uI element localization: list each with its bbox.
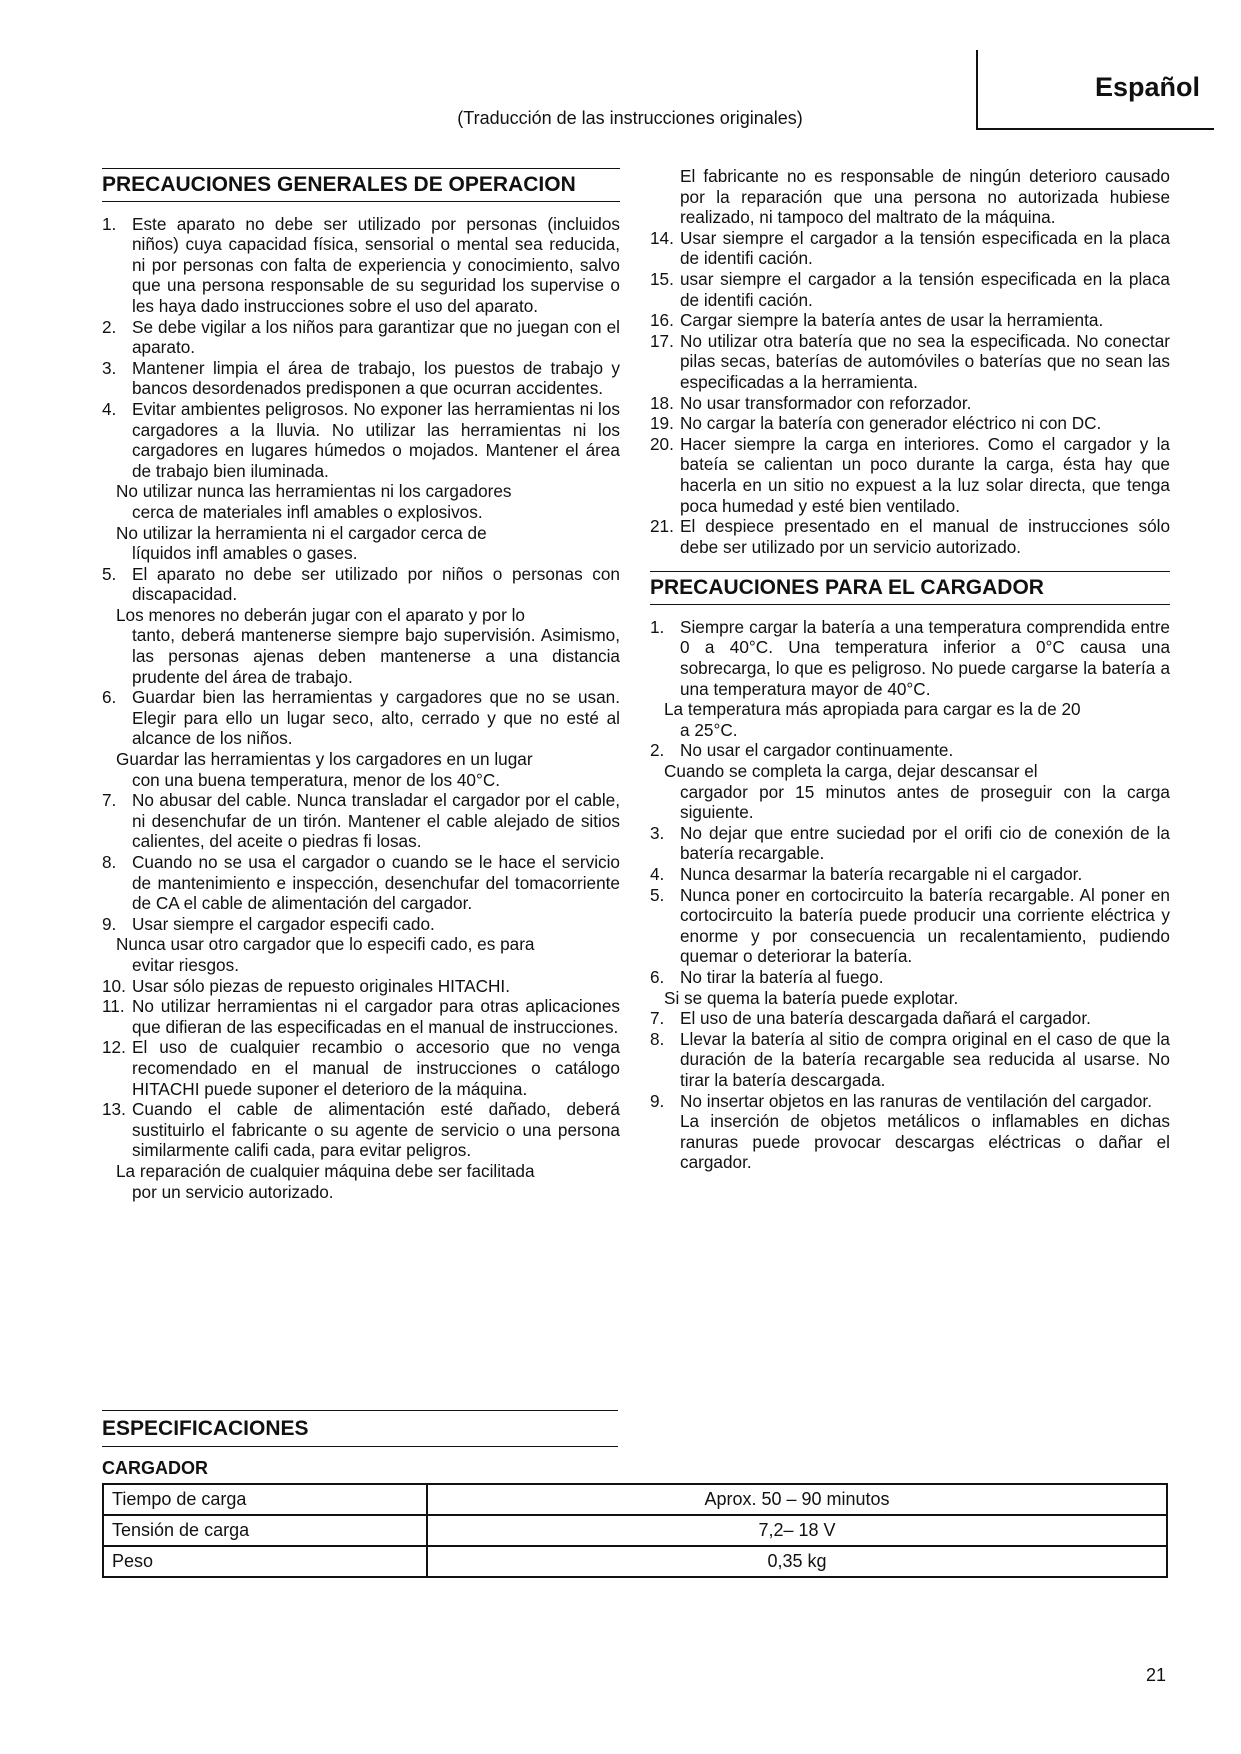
list-item xyxy=(650,740,1170,761)
general-precautions-column xyxy=(102,168,620,1202)
item-number: 18. xyxy=(650,392,674,413)
subtitle: (Traducción de las instrucciones originales) xyxy=(457,108,803,128)
general-precautions-list xyxy=(102,214,620,1203)
list-item xyxy=(650,413,1170,434)
item-number: 17. xyxy=(650,330,674,351)
note-first-line: La temperatura más apropiada para cargar es la de 20 xyxy=(664,699,1081,720)
item-text: Usar siempre el cargador a la tensión especificada en la placa de identifi cación. xyxy=(680,227,1170,269)
general-precautions-list-continued xyxy=(650,228,1170,558)
list-item xyxy=(650,885,1170,967)
table-row xyxy=(103,1515,1167,1546)
note-first-line: Cuando se completa la carga, dejar descansar el xyxy=(664,761,1038,782)
spec-label: Tensión de carga xyxy=(103,1515,427,1546)
list-item xyxy=(102,214,620,317)
item-text: No insertar objetos en las ranuras de ventilación del cargador. xyxy=(680,1090,1152,1111)
item-number: 6. xyxy=(650,966,665,987)
item-number: 1. xyxy=(650,616,665,637)
item-text: No utilizar herramientas ni el cargador para otras aplicaciones que difieran de las especificadas en el manual de instrucciones. xyxy=(132,996,620,1037)
item-number: 1. xyxy=(102,213,117,234)
item-text: No usar el cargador continuamente. xyxy=(680,740,954,761)
list-item xyxy=(102,564,620,605)
item-text: El uso de una batería descargada dañará el cargador. xyxy=(680,1008,1091,1029)
spec-value: 0,35 kg xyxy=(427,1546,1167,1577)
note-continuation: cargador por 15 minutos antes de proseguir con la carga siguiente. xyxy=(680,781,1170,823)
item-text: usar siempre el cargador a la tensión especificada en la placa de identifi cación. xyxy=(680,268,1170,310)
item-text: Se debe vigilar a los niños para garantizar que no juegan con el aparato. xyxy=(132,316,620,358)
item-number: 13. xyxy=(102,1099,126,1120)
note-continuation: por un servicio autorizado. xyxy=(132,1181,334,1202)
list-item xyxy=(650,228,1170,269)
list-item xyxy=(650,1008,1170,1029)
list-item xyxy=(102,1037,620,1099)
item-text: Cuando el cable de alimentación esté dañado, deberá sustituirlo el fabricante o su agente de servicio o una persona similarmente califi cada, para evitar peligros. xyxy=(132,1099,620,1161)
item-text: No cargar la batería con generador eléctrico ni con DC. xyxy=(680,413,1102,434)
item-text: Nunca desarmar la batería recargable ni el cargador. xyxy=(680,864,1083,884)
item-number: 16. xyxy=(650,310,674,331)
item-number: 8. xyxy=(102,852,117,872)
note-continuation: cerca de materiales infl amables o explosivos. xyxy=(132,501,483,522)
note-first-line: No utilizar nunca las herramientas ni los cargadores xyxy=(116,481,512,502)
charger-precautions-list xyxy=(650,617,1170,1173)
list-item xyxy=(650,434,1170,516)
item-number: 11. xyxy=(102,996,125,1017)
note-first-line: No utilizar la herramienta ni el cargador cerca de xyxy=(116,522,487,543)
list-item xyxy=(650,269,1170,310)
item-text: Guardar bien las herramientas y cargadores que no se usan. Elegir para ello un lugar seco, alto, cerrado y que no esté al alcance de los niños. xyxy=(132,687,620,749)
note-first-line: Si se quema la batería puede explotar. xyxy=(664,987,959,1008)
item-text: Usar siempre el cargador especifi cado. xyxy=(132,913,435,934)
item-text: No utilizar otra batería que no sea la especificada. No conectar pilas secas, baterías de automóviles o baterías que no sean las especificadas a la herramienta. xyxy=(680,330,1170,392)
item-text: Llevar la batería al sitio de compra original en el caso de que la duración de la batería recargable sea reducida al usarse. No tirar la batería descargada. xyxy=(680,1028,1170,1090)
note-paragraph xyxy=(102,523,620,564)
list-item xyxy=(650,617,1170,699)
item-number: 14. xyxy=(650,227,674,248)
list-item xyxy=(650,823,1170,864)
list-item xyxy=(650,310,1170,331)
item-text: Hacer siempre la carga en interiores. Como el cargador y la bateía se calientan un poco durante la carga, ésta hay que hacerla en un sitio no expuest a la luz solar directa, que tenga poca humedad y esté bien ventilado. xyxy=(680,433,1170,516)
right-column xyxy=(650,166,1170,1173)
item-number: 9. xyxy=(650,1090,665,1111)
item-text: Mantener limpia el área de trabajo, los puestos de trabajo y bancos desordenados predisponen a que ocurran accidentes. xyxy=(132,357,620,399)
item-number: 6. xyxy=(102,687,117,708)
item-text: El aparato no debe ser utilizado por niños o personas con discapacidad. xyxy=(132,563,620,605)
item-number: 3. xyxy=(650,822,665,843)
note-paragraph xyxy=(102,481,620,522)
note-paragraph xyxy=(102,1161,620,1202)
page-number: 21 xyxy=(1146,1665,1167,1685)
list-item xyxy=(650,1091,1170,1112)
list-item xyxy=(102,852,620,914)
item-number: 7. xyxy=(650,1008,665,1029)
list-item xyxy=(650,393,1170,414)
item-text: Siempre cargar la batería a una temperatura comprendida entre 0 a 40°C. Una temperatura inferior a 0°C causa una sobrecarga, lo que es peligroso. No puede cargarse la batería a una temperatura mayor de 40°C. xyxy=(680,616,1170,699)
list-item xyxy=(102,996,620,1037)
item-number: 7. xyxy=(102,790,117,811)
item-number: 20. xyxy=(650,433,674,454)
item-number: 2. xyxy=(102,316,117,337)
list-item xyxy=(102,914,620,935)
note-paragraph xyxy=(102,749,620,790)
note-continuation: tanto, deberá mantenerse siempre bajo supervisión. Asimismo, las personas ajenas deben mantenerse a una distancia prudente del área de trabajo. xyxy=(132,625,620,687)
item-text: Cargar siempre la batería antes de usar la herramienta. xyxy=(680,310,1104,331)
list-item xyxy=(102,358,620,399)
list-item xyxy=(102,687,620,749)
general-precautions-heading: PRECAUCIONES GENERALES DE OPERACION xyxy=(102,168,620,202)
spec-value: 7,2– 18 V xyxy=(427,1515,1167,1546)
language-label: Español xyxy=(1094,72,1200,102)
note-first-line: La reparación de cualquier máquina debe ser facilitada xyxy=(116,1160,535,1181)
item-number: 4. xyxy=(102,398,117,419)
item-number: 15. xyxy=(650,268,674,289)
list-item xyxy=(650,516,1170,557)
spec-value: Aprox. 50 – 90 minutos xyxy=(427,1484,1167,1515)
charger-precautions-heading: PRECAUCIONES PARA EL CARGADOR xyxy=(650,571,1170,605)
list-item xyxy=(102,317,620,358)
note-continuation: a 25°C. xyxy=(680,719,738,740)
item-text: No usar transformador con reforzador. xyxy=(680,392,972,413)
item-number: 4. xyxy=(650,864,665,884)
note-paragraph xyxy=(102,605,620,687)
item-number: 21. xyxy=(650,516,674,537)
item-text: Cuando no se usa el cargador o cuando se le hace el servicio de mantenimiento e inspección, desenchufar del tomacorriente de CA el cable de alimentación del cargador. xyxy=(132,852,620,914)
item-text: El despiece presentado en el manual de instrucciones sólo debe ser utilizado por un servicio autorizado. xyxy=(680,516,1170,557)
note-first-line: Los menores no deberán jugar con el aparato y por lo xyxy=(116,604,525,625)
list-item xyxy=(650,1029,1170,1091)
note-continuation: evitar riesgos. xyxy=(132,954,239,975)
note-paragraph xyxy=(102,934,620,975)
note-continuation: con una buena temperatura, menor de los 40°C. xyxy=(132,769,501,790)
item-text: El uso de cualquier recambio o accesorio que no venga recomendado en el manual de instrucciones o catálogo HITACHI puede suponer el deterioro de la máquina. xyxy=(132,1037,620,1099)
note-continuation: líquidos infl amables o gases. xyxy=(132,543,358,564)
specifications-subheading: CARGADOR xyxy=(102,1458,208,1478)
item-number: 10. xyxy=(102,975,126,996)
table-row xyxy=(103,1546,1167,1577)
item-text: Este aparato no debe ser utilizado por personas (incluidos niños) cuya capacidad física, sensorial o mental sea reducida, ni por personas con falta de experiencia y conocimiento, salvo que una persona responsable de su seguridad los supervise o les haya dado instrucciones sobre el uso del aparato. xyxy=(132,213,620,316)
list-item xyxy=(102,976,620,997)
item-text: No abusar del cable. Nunca transladar el cargador por el cable, ni desenchufar de un tirón. Mantener el cable alejado de sitios calientes, del aceite o piedras fi losas. xyxy=(132,790,620,852)
item-text: Nunca poner en cortocircuito la batería recargable. Al poner en cortocircuito la batería puede producir una corriente eléctrica y enorme y por consecuencia un recalentamiento, pudiendo quemar o deteriorar la batería. xyxy=(680,884,1170,967)
item-text: Usar sólo piezas de repuesto originales HITACHI. xyxy=(132,975,510,996)
table-row xyxy=(103,1484,1167,1515)
note-first-line: Nunca usar otro cargador que lo especifi cado, es para xyxy=(116,934,535,955)
item-text: No tirar la batería al fuego. xyxy=(680,966,884,987)
list-item xyxy=(650,967,1170,988)
item-number: 12. xyxy=(102,1037,126,1058)
specifications-table xyxy=(102,1483,1168,1578)
spec-label: Tiempo de carga xyxy=(103,1484,427,1515)
note-first-line: Guardar las herramientas y los cargadores en un lugar xyxy=(116,749,533,770)
item-number: 5. xyxy=(650,884,665,905)
note-paragraph xyxy=(650,761,1170,823)
item-number: 2. xyxy=(650,740,665,761)
item-text: Evitar ambientes peligrosos. No exponer las herramientas ni los cargadores a la lluvia. No utilizar las herramientas ni los cargadores en lugares húmedos o mojados. Mantener el área de trabajo bien iluminada. xyxy=(132,398,620,481)
list-item xyxy=(650,864,1170,885)
list-item xyxy=(650,331,1170,393)
continuation-text: El fabricante no es responsable de ningún deterioro causado por la reparación que una persona no autorizada hubiese realizado, ni tampoco del maltrato de la máquina. xyxy=(680,166,1170,228)
item-number: 8. xyxy=(650,1028,665,1049)
item-number: 9. xyxy=(102,913,117,934)
specifications-heading: ESPECIFICACIONES xyxy=(102,1410,618,1447)
list-item xyxy=(102,1099,620,1161)
list-item xyxy=(102,790,620,852)
note-paragraph xyxy=(650,988,1170,1009)
plain-paragraph: La inserción de objetos metálicos o inflamables en dichas ranuras puede provocar descargas eléctricas o dañar el cargador. xyxy=(680,1111,1170,1173)
list-item xyxy=(102,399,620,481)
item-number: 19. xyxy=(650,413,674,434)
note-paragraph xyxy=(650,699,1170,740)
item-text: No dejar que entre suciedad por el orifi cio de conexión de la batería recargable. xyxy=(680,822,1170,864)
spec-label: Peso xyxy=(103,1546,427,1577)
item-number: 5. xyxy=(102,563,117,584)
item-number: 3. xyxy=(102,357,117,378)
